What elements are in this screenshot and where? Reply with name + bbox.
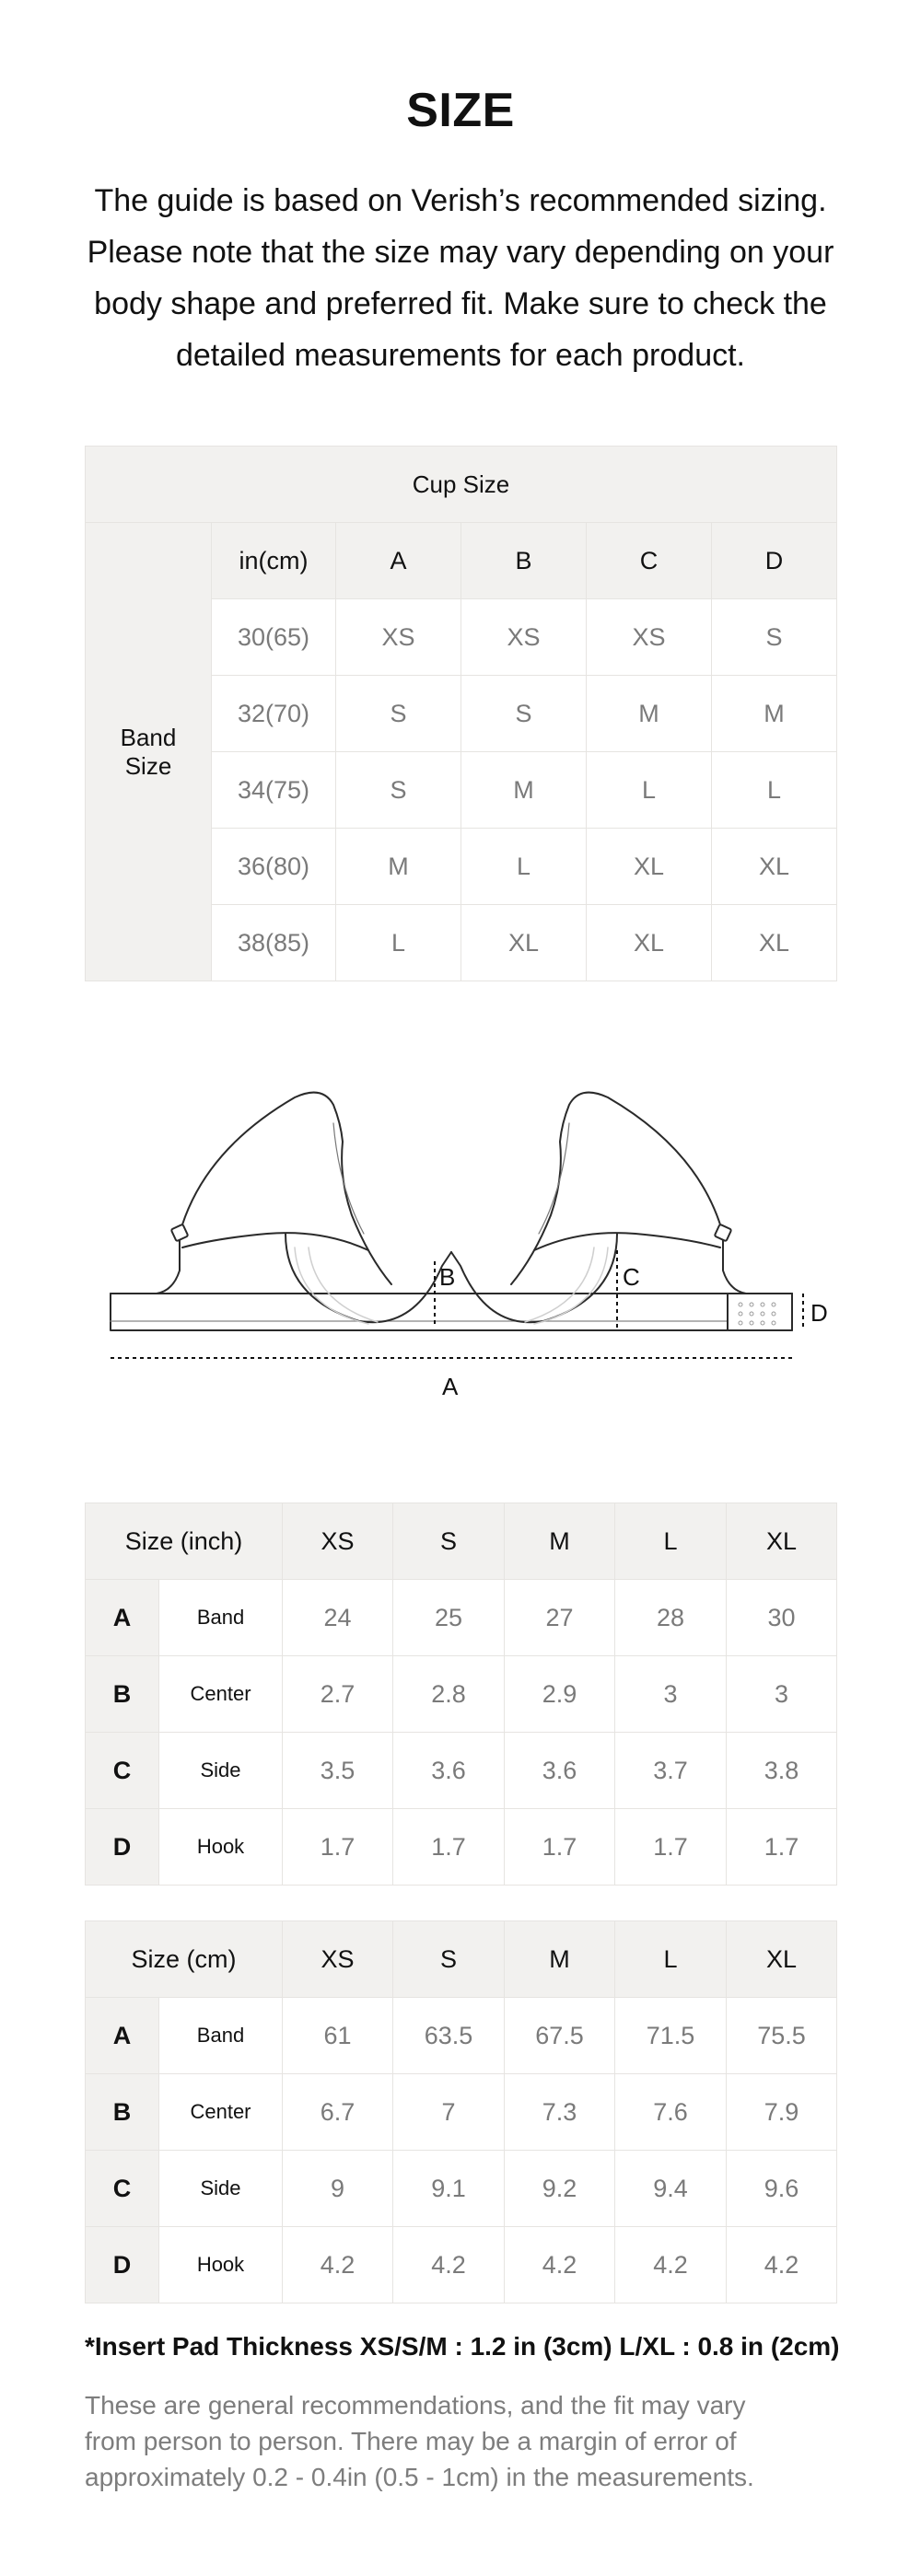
right-buckle [715,1224,732,1242]
value-cell: 1.7 [615,1809,727,1886]
cup-size-table [85,446,837,981]
table-row [86,1580,837,1656]
value-cell: 3.8 [727,1733,837,1809]
diagram-label-a: A [442,1373,459,1399]
value-cell: 25 [393,1580,505,1656]
value-cell: 1.7 [727,1809,837,1886]
value-cell: 63.5 [393,1998,505,2074]
value-cell: 3.6 [505,1733,615,1809]
cup-header: B [461,523,587,599]
bra-diagram-illustration [101,1086,838,1399]
cup-header: A [336,523,461,599]
value-cell: 3.6 [393,1733,505,1809]
value-cell: 4.2 [393,2227,505,2303]
value-cell: 2.7 [283,1656,393,1733]
row-label: Side [159,1733,283,1809]
left-wing [111,1234,180,1294]
value-cell: 1.7 [393,1809,505,1886]
band-cell: 38(85) [212,905,336,981]
size-col-header: XL [727,1503,837,1580]
value-cell: 4.2 [505,2227,615,2303]
band-label-line1: Band [120,723,177,751]
value-cell: 67.5 [505,1998,615,2074]
size-cell: S [461,676,587,752]
measurement-table-inch [85,1503,837,1886]
disclaimer-text: These are general recommendations, and the fit may vary from person to person. There may be a margin of error of approximately 0.2 - 0.4in (0.5 - 1cm) in the measurements. [85,2391,754,2491]
value-cell: 9.4 [615,2151,727,2227]
value-cell: 4.2 [283,2227,393,2303]
value-cell: 2.9 [505,1656,615,1733]
cup-header: C [587,523,712,599]
row-label: Center [159,1656,283,1733]
unit-header: in(cm) [212,523,336,599]
size-cell: M [587,676,712,752]
table-row [86,1733,837,1809]
value-cell: 9 [283,2151,393,2227]
band-cell: 34(75) [212,752,336,829]
table-row [86,1998,837,2074]
row-letter: D [86,1809,159,1886]
size-cell: S [336,676,461,752]
size-cell: XS [587,599,712,676]
size-cm-header: Size (cm) [86,1921,283,1998]
band-cell: 30(65) [212,599,336,676]
value-cell: 61 [283,1998,393,2074]
size-cell: XL [587,829,712,905]
intro-text: The guide is based on Verish’s recommended sizing. Please note that the size may vary depending on your body shape and preferred fit. Make sure to check the detailed measurements for each product. [87,183,834,373]
value-cell: 1.7 [283,1809,393,1886]
value-cell: 2.8 [393,1656,505,1733]
size-col-header: M [505,1503,615,1580]
size-cell: XS [461,599,587,676]
row-letter: A [86,1998,159,2074]
size-col-header: XS [283,1503,393,1580]
table-row [86,2151,837,2227]
value-cell: 9.1 [393,2151,505,2227]
value-cell: 7.6 [615,2074,727,2151]
value-cell: 4.2 [615,2227,727,2303]
value-cell: 24 [283,1580,393,1656]
diagram-label-b: B [439,1263,456,1291]
row-label: Band [159,1998,283,2074]
value-cell: 28 [615,1580,727,1656]
cup-header: D [712,523,837,599]
right-wing [723,1234,792,1294]
row-label: Hook [159,2227,283,2303]
size-cell: L [336,905,461,981]
size-cell: L [461,829,587,905]
size-cell: S [336,752,461,829]
left-strap [180,1093,391,1284]
right-strap [511,1093,723,1284]
diagram-label-d: D [810,1299,828,1327]
value-cell: 3 [615,1656,727,1733]
row-letter: C [86,2151,159,2227]
row-label: Hook [159,1809,283,1886]
cup-size-caption: Cup Size [86,447,837,523]
value-cell: 7.3 [505,2074,615,2151]
value-cell: 27 [505,1580,615,1656]
table-row [86,2074,837,2151]
row-letter: B [86,1656,159,1733]
size-col-header: L [615,1503,727,1580]
size-inch-header: Size (inch) [86,1503,283,1580]
value-cell: 71.5 [615,1998,727,2074]
hook-panel [728,1294,792,1330]
value-cell: 3 [727,1656,837,1733]
diagram-label-c: C [623,1263,640,1291]
value-cell: 3.7 [615,1733,727,1809]
band-cell: 32(70) [212,676,336,752]
value-cell: 1.7 [505,1809,615,1886]
value-cell: 30 [727,1580,837,1656]
band-size-label [86,523,212,981]
value-cell: 75.5 [727,1998,837,2074]
size-col-header: S [393,1921,505,1998]
table-row [86,1809,837,1886]
size-col-header: L [615,1921,727,1998]
band-outline [111,1294,792,1330]
table-row [86,2227,837,2303]
band-cell: 36(80) [212,829,336,905]
size-col-header: M [505,1921,615,1998]
row-label: Center [159,2074,283,2151]
page-title: SIZE [406,84,515,137]
value-cell: 7.9 [727,2074,837,2151]
row-letter: A [86,1580,159,1656]
row-letter: C [86,1733,159,1809]
value-cell: 9.2 [505,2151,615,2227]
band-label-line2: Size [124,751,172,780]
size-cell: XS [336,599,461,676]
size-cell: XL [712,905,837,981]
left-buckle [171,1224,189,1242]
row-letter: B [86,2074,159,2151]
value-cell: 6.7 [283,2074,393,2151]
value-cell: 9.6 [727,2151,837,2227]
size-cell: M [712,676,837,752]
size-cell: S [712,599,837,676]
row-label: Side [159,2151,283,2227]
size-cell: M [336,829,461,905]
value-cell: 3.5 [283,1733,393,1809]
size-col-header: S [393,1503,505,1580]
size-cell: M [461,752,587,829]
size-cell: XL [712,829,837,905]
size-cell: L [712,752,837,829]
size-col-header: XL [727,1921,837,1998]
measurement-table-cm [85,1920,837,2303]
row-label: Band [159,1580,283,1656]
size-cell: XL [461,905,587,981]
value-cell: 4.2 [727,2227,837,2303]
pad-thickness-note: *Insert Pad Thickness XS/S/M : 1.2 in (3cm) L/XL : 0.8 in (2cm) [85,2332,840,2361]
size-cell: L [587,752,712,829]
size-cell: XL [587,905,712,981]
row-letter: D [86,2227,159,2303]
table-row [86,1656,837,1733]
value-cell: 7 [393,2074,505,2151]
size-col-header: XS [283,1921,393,1998]
